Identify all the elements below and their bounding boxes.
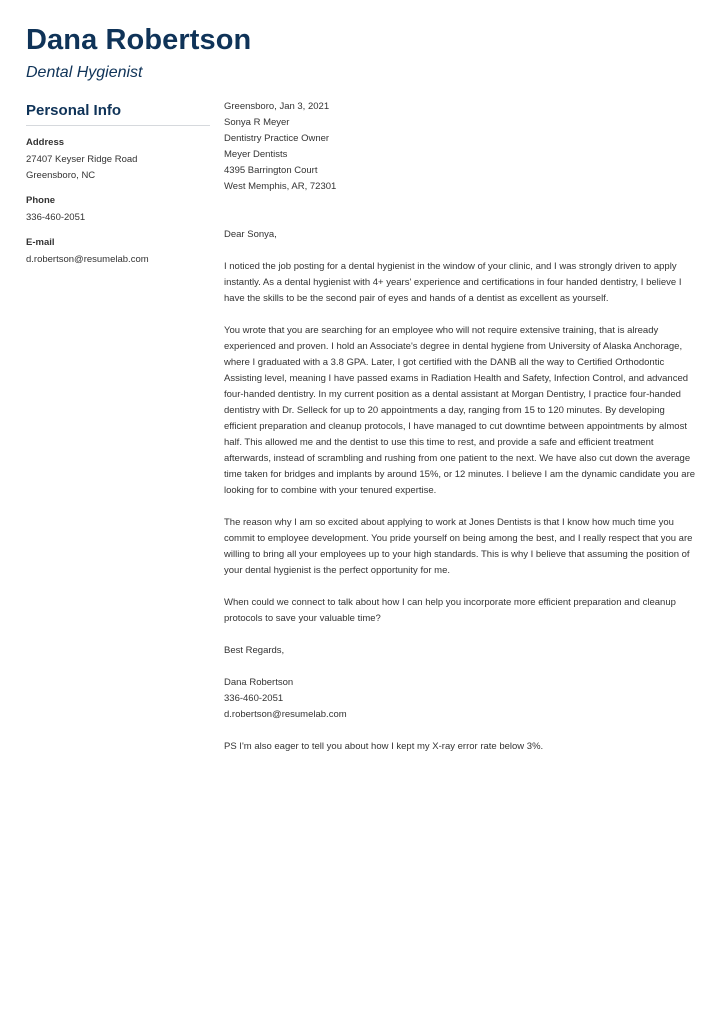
applicant-title: Dental Hygienist bbox=[26, 64, 143, 81]
personal-info-heading: Personal Info bbox=[26, 101, 210, 126]
postscript: PS I'm also eager to tell you about how I kept my X-ray error rate below 3%. bbox=[224, 741, 544, 752]
signature-name: Dana Robertson bbox=[224, 677, 294, 688]
address-value bbox=[26, 152, 210, 184]
email-value: d.robertson@resumelab.com bbox=[26, 254, 149, 265]
recipient-line: 4395 Barrington Court bbox=[224, 165, 318, 176]
personal-info-sidebar bbox=[26, 101, 210, 268]
phone-value: 336-460-2051 bbox=[26, 212, 86, 223]
recipient-line: Meyer Dentists bbox=[224, 149, 288, 160]
signature-block bbox=[224, 675, 696, 723]
signature-email: d.robertson@resumelab.com bbox=[224, 709, 347, 720]
applicant-name: Dana Robertson bbox=[26, 24, 252, 56]
salutation: Dear Sonya, bbox=[224, 229, 277, 240]
closing: Best Regards, bbox=[224, 645, 285, 656]
address-line-2: Greensboro, NC bbox=[26, 170, 96, 181]
recipient-line: Dentistry Practice Owner bbox=[224, 133, 330, 144]
email-label: E-mail bbox=[26, 237, 55, 248]
letter-paragraph: I noticed the job posting for a dental hygienist in the window of your clinic, and I was strongly driven to apply instantly. As a dental hygienist with 4+ years' experience and certifications in four handed dentistry, I believe I have the skills to be the second pair of eyes and hands of a dentist as excellent as yourself. bbox=[224, 261, 682, 304]
letter-body bbox=[224, 99, 696, 755]
recipient-line: Sonya R Meyer bbox=[224, 117, 290, 128]
signature-phone: 336-460-2051 bbox=[224, 693, 284, 704]
letter-paragraph: You wrote that you are searching for an employee who will not require extensive training, that is already experienced and proven. I hold an Associate's degree in dental hygiene from University of Alaska Anchorage, where I graduated with a 3.8 GPA. Later, I got certified with the DANB all the way to Certified Orthodontic Assisting level, meaning I have passed exams in Radiation Health and Safety, Infection Control, and advanced four-handed dentistry. In my current position as a dental assistant at Morgan Dentistry, I practice four-handed dentistry with Dr. Selleck for up to 20 appointments a day, ranging from 15 to 120 minutes. By developing efficient preparation and cleanup protocols, I have managed to cut downtime between appointments by almost half. This allowed me and the dentist to use this time to rest, and provide a safe and efficient treatment afterwards, instead of scrambling and rushing from one patient to the next. We have also cut down the average time taken for bridges and implants by around 15%, or 12 minutes. I believe I am the dynamic candidate you are looking for to combine with your tenured expertise. bbox=[224, 325, 696, 496]
header bbox=[26, 22, 251, 83]
letter-paragraph: The reason why I am so excited about applying to work at Jones Dentists is that I know how much time you commit to employee development. You pride yourself on being among the best, and I really respect that you are willing to bring all your employees up to your high standards. This is why I believe that assuming the position of your dental hygienist is the perfect opportunity for me. bbox=[224, 517, 693, 576]
address-label: Address bbox=[26, 137, 65, 148]
recipient-block bbox=[224, 115, 696, 195]
address-line-1: 27407 Keyser Ridge Road bbox=[26, 154, 138, 165]
phone-label: Phone bbox=[26, 195, 56, 206]
recipient-line: West Memphis, AR, 72301 bbox=[224, 181, 337, 192]
letter-paragraph: When could we connect to talk about how I can help you incorporate more efficient preparation and cleanup protocols to save your valuable time? bbox=[224, 597, 676, 624]
letter-date: Greensboro, Jan 3, 2021 bbox=[224, 101, 330, 112]
